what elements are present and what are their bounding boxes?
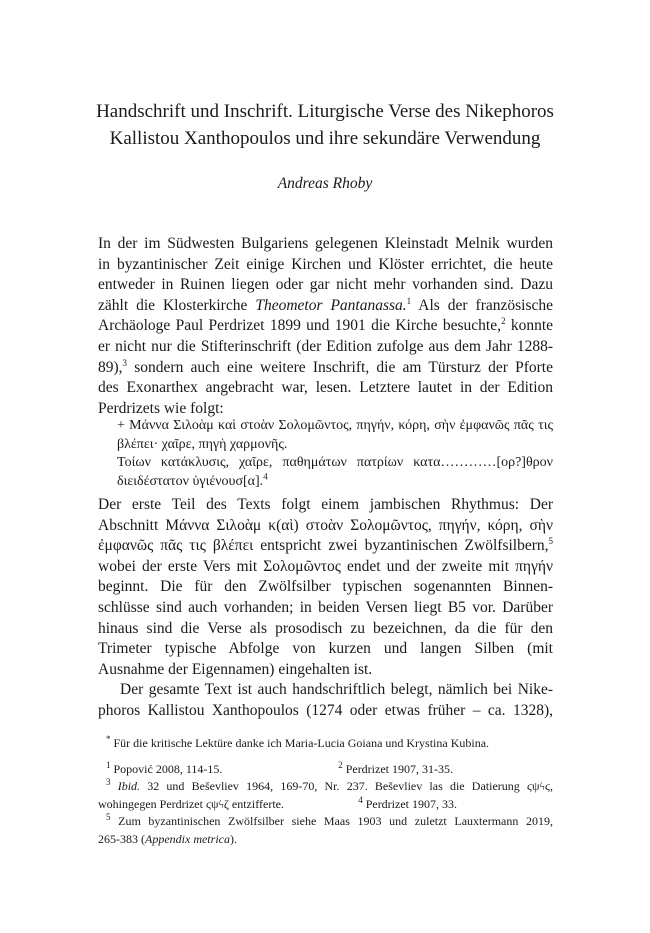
quote-line: + Μάννα Σιλοὰμ καὶ στοὰν Σολομῶντος, πηγήν, κόρη, σὴν ἐμφανῶς πᾶς τις [117, 418, 553, 433]
article-title [60, 98, 590, 152]
paragraph-line: Archäologe Paul Perdrizet 1899 und 1901 die Kirche besuchte,$^2$ konnte [98, 316, 554, 335]
paragraph-line: Der erste Teil des Texts folgt einem jambischen Rhythmus: Der [98, 496, 553, 513]
footnote-row-3-4 [98, 796, 553, 814]
quote-line: Τοίων κατάκλυσις, χαῖρε, παθημάτων πατρίων κατα…………[ορ?]θρον [117, 455, 553, 470]
quote-line: βλέπει· χαῖρε, πηγὴ χαρμονῆς. [117, 436, 288, 452]
footnote-5: $^5$ Zum byzantinischen Zwölfsilber siehe Maas 1903 und zuletzt Lauxtermann 2019, [106, 812, 553, 828]
paragraph-line: zählt die Klosterkirche Theometor Pantanassa.$^1$ Als der französische [98, 295, 554, 314]
paragraph-line: er nicht nur die Stifterinschrift (der Edition zufolge aus dem Jahr 1288- [98, 337, 553, 355]
footnote-2: $^2$ Perdrizet 1907, 31-35. [338, 759, 453, 776]
paragraph-line: In der im Südwesten Bulgariens gelegenen Kleinstadt Melnik wurden [98, 235, 553, 252]
footnote-5-continued: 265-383 (Appendix metrica). [98, 831, 237, 846]
footnote-1: $^1$ Popović 2008, 114-15. [106, 759, 223, 776]
footnote-4: $^4$ Perdrizet 1907, 33. [358, 794, 457, 811]
paragraph-line: des Exonarthex angebracht war, lesen. Letztere lautet in der Edition [98, 379, 553, 397]
paragraph-line: phoros Kallistou Xanthopoulos (1274 oder etwas früher – ca. 1328), [98, 701, 553, 719]
title-line-1: Handschrift und Inschrift. Liturgische Verse des Nikephoros [96, 101, 554, 122]
greek-inscription-quote [117, 417, 553, 491]
quote-line: διειδέστατον ὑγιένουσ[α].$^4$ [117, 470, 268, 489]
paragraph-line: Trimeter typische Abfolge von kurzen und langen Silben (mit [98, 640, 553, 658]
footnote-star: * Für die kritische Lektüre danke ich Maria-Lucia Goiana und Krystina Kubina. [106, 734, 490, 750]
paragraph-line: hinaus sind die Verse als prosodisch zu bezeichnen, da die für den [98, 619, 553, 637]
paragraph-line: beginnt. Die für den Zwölfsilber typischen sogenannten Binnen- [98, 578, 553, 596]
paragraph-line: schlüsse sind auch vorhanden; in beiden Versen liegt B5 vor. Darüber [98, 598, 553, 616]
paragraph-line: 89),$^3$ sondern auch eine weitere Inschrift, die am Türsturz der Pforte [98, 357, 553, 376]
footnote-row-1-2 [98, 761, 553, 779]
paragraph-line: Perdrizets wie folgt: [98, 399, 224, 417]
paragraph-line: Abschnitt Μάννα Σιλοὰμ κ(αὶ) στοὰν Σολομῶντος, πηγήν, κόρη, σὴν [98, 516, 553, 534]
paragraph-3 [98, 680, 553, 721]
paragraph-line: entweder in Ruinen liegen oder gar nicht mehr vorhanden sind. Dazu [98, 276, 553, 294]
footnote-3: $^3$ Ibid. 32 und Beševliev 1964, 169-70, Nr. 237. Beševliev las die Datierung ϛψϟϛ, [106, 777, 553, 793]
paragraph-2 [98, 495, 553, 680]
title-line-2: Kallistou Xanthopoulos und ihre sekundäre Verwendung [109, 128, 541, 149]
paragraph-line: Ausnahme der Eigennamen) eingehalten ist. [98, 660, 373, 678]
paragraph-line: Der gesamte Text ist auch handschriftlich belegt, nämlich bei Nike- [120, 681, 553, 698]
footnotes [98, 735, 553, 848]
paragraph-line: ἐμφανῶς πᾶς τις βλέπει entspricht zwei byzantinischen Zwölfsilbern,$^5$ [98, 536, 553, 555]
paragraph-line: in byzantinischer Zeit einige Kirchen und Klöster errichtet, die heute [98, 255, 553, 273]
paragraph-line: wobei der erste Vers mit Σολομῶντος endet und der zweite mit πηγήν [98, 557, 553, 575]
footnote-3-continued: wohingegen Perdrizet ϛψϟζ entzifferte. [98, 796, 284, 811]
paragraph-1 [98, 234, 553, 419]
author-name: Andreas Rhoby [277, 175, 373, 192]
